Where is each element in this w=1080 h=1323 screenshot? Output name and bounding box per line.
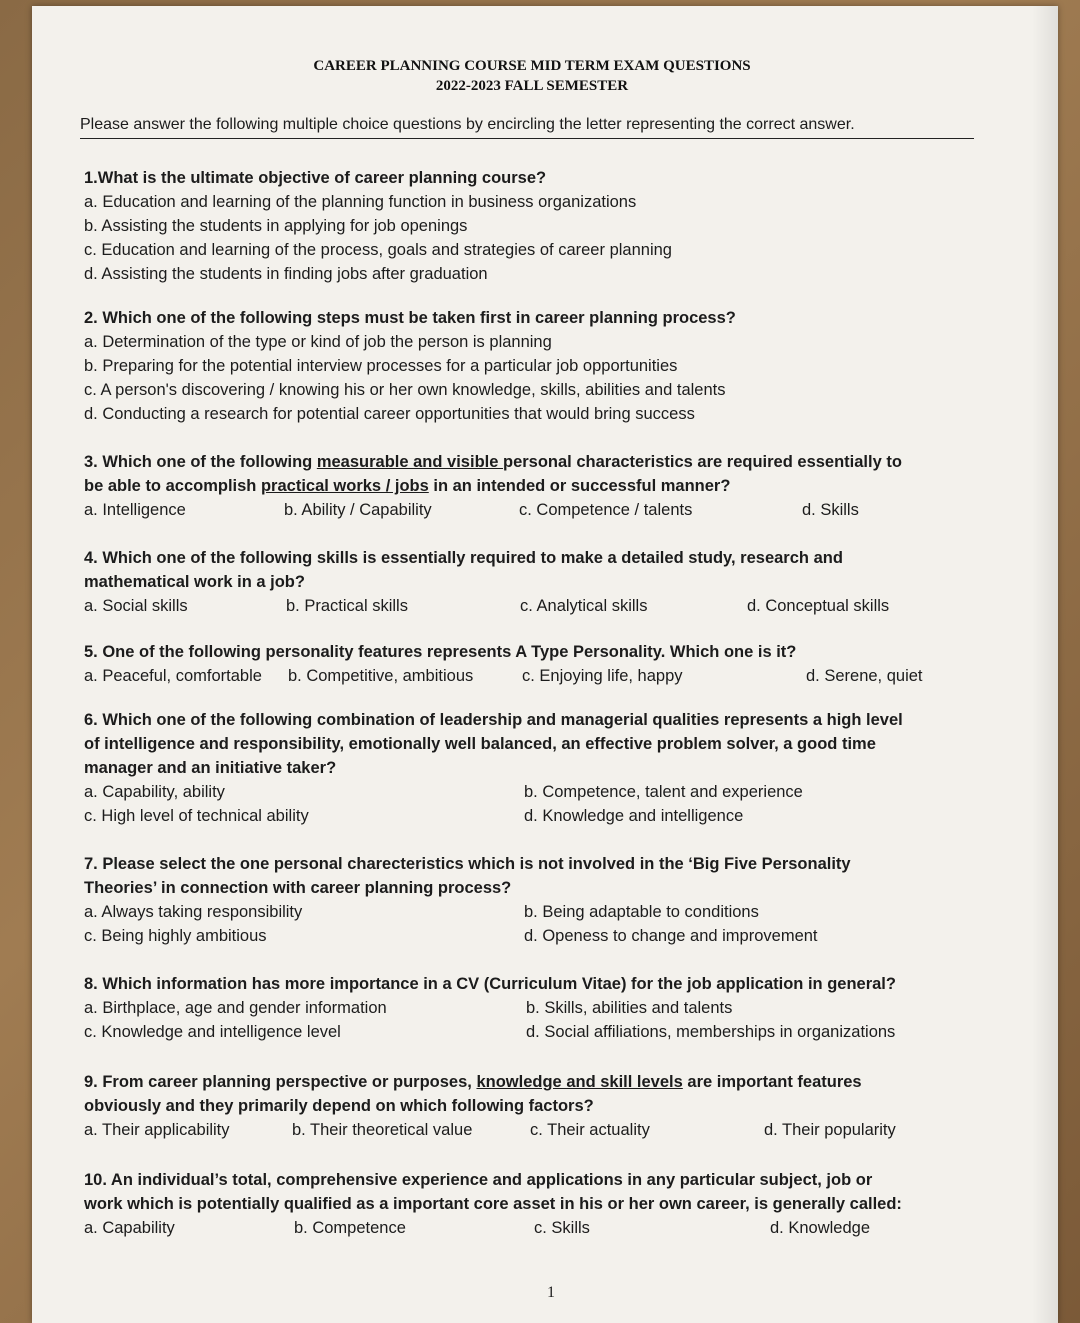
question-6 bbox=[84, 708, 1024, 828]
question-stem bbox=[84, 1070, 1024, 1094]
question-stem: 1.What is the ultimate objective of career planning course? bbox=[84, 169, 547, 187]
option-d[interactable]: d. Serene, quiet bbox=[806, 667, 923, 685]
question-stem: 4. Which one of the following skills is essentially required to make a detailed study, research and bbox=[84, 549, 843, 567]
question-9 bbox=[84, 1070, 1024, 1142]
option-a[interactable]: a. Education and learning of the planning function in business organizations bbox=[84, 193, 637, 211]
stem-text: in an intended or successful manner? bbox=[428, 477, 731, 495]
option-b[interactable]: b. Preparing for the potential interview processes for a particular job opportunities bbox=[84, 357, 678, 375]
option-b[interactable]: b. Practical skills bbox=[286, 597, 408, 615]
question-stem: 5. One of the following personality features represents A Type Personality. Which one is it? bbox=[84, 643, 797, 661]
stem-text: personal characteristics are required essentially to bbox=[503, 453, 902, 471]
question-4 bbox=[84, 546, 1024, 618]
question-stem: obviously and they primarily depend on which following factors? bbox=[84, 1097, 594, 1115]
option-a[interactable]: a. Peaceful, comfortable bbox=[84, 667, 262, 685]
stem-underlined: knowledge and skill levels bbox=[476, 1073, 683, 1091]
question-stem: 7. Please select the one personal charecteristics which is not involved in the ‘Big Five Personality bbox=[84, 855, 851, 873]
option-c[interactable]: c. Being highly ambitious bbox=[84, 927, 267, 945]
question-stem: 10. An individual’s total, comprehensive experience and applications in any particular subject, job or bbox=[84, 1171, 873, 1189]
option-b[interactable]: b. Assisting the students in applying for job openings bbox=[84, 217, 468, 235]
question-1 bbox=[84, 166, 1024, 286]
question-stem bbox=[84, 474, 1024, 498]
question-stem: 6. Which one of the following combination of leadership and managerial qualities represents a high level bbox=[84, 711, 903, 729]
option-c[interactable]: c. Enjoying life, happy bbox=[522, 667, 683, 685]
option-c[interactable]: c. High level of technical ability bbox=[84, 807, 309, 825]
exam-paper bbox=[32, 6, 1058, 1323]
option-d[interactable]: d. Conceptual skills bbox=[747, 597, 890, 615]
question-stem: work which is potentially qualified as a important core asset in his or her own career, is generally called: bbox=[84, 1195, 902, 1213]
stem-text: be able to accomplish bbox=[84, 477, 261, 495]
option-a[interactable]: a. Capability, ability bbox=[84, 783, 225, 801]
question-stem: mathematical work in a job? bbox=[84, 573, 305, 591]
option-c[interactable]: c. Competence / talents bbox=[519, 501, 693, 519]
option-c[interactable]: c. Education and learning of the process, goals and strategies of career planning bbox=[84, 241, 672, 259]
option-d[interactable]: d. Assisting the students in finding jobs after graduation bbox=[84, 265, 488, 283]
stem-underlined: measurable and visible bbox=[316, 453, 503, 471]
question-stem: manager and an initiative taker? bbox=[84, 759, 337, 777]
exam-title: CAREER PLANNING COURSE MID TERM EXAM QUESTIONS bbox=[313, 58, 751, 74]
stem-underlined: practical works / jobs bbox=[260, 477, 429, 495]
option-c[interactable]: c. Knowledge and intelligence level bbox=[84, 1023, 341, 1041]
question-stem: Theories’ in connection with career planning process? bbox=[84, 879, 512, 897]
question-5 bbox=[84, 640, 1024, 688]
question-stem: of intelligence and responsibility, emotionally well balanced, an effective problem solver, a good time bbox=[84, 735, 876, 753]
instructions: Please answer the following multiple choice questions by encircling the letter representing the correct answer. bbox=[80, 116, 974, 139]
option-a[interactable]: a. Determination of the type or kind of job the person is planning bbox=[84, 333, 552, 351]
option-d[interactable]: d. Skills bbox=[802, 501, 859, 519]
option-c[interactable]: c. Skills bbox=[534, 1219, 590, 1237]
page-number: 1 bbox=[547, 1284, 555, 1301]
question-2 bbox=[84, 306, 1024, 426]
option-a[interactable]: a. Always taking responsibility bbox=[84, 903, 303, 921]
option-b[interactable]: b. Competence bbox=[294, 1219, 406, 1237]
option-d[interactable]: d. Social affiliations, memberships in organizations bbox=[526, 1023, 896, 1041]
option-d[interactable]: d. Knowledge and intelligence bbox=[524, 807, 744, 825]
option-d[interactable]: d. Their popularity bbox=[764, 1121, 896, 1139]
option-a[interactable]: a. Social skills bbox=[84, 597, 188, 615]
question-10 bbox=[84, 1168, 1024, 1240]
option-c[interactable]: c. Their actuality bbox=[530, 1121, 650, 1139]
question-stem: 2. Which one of the following steps must be taken first in career planning process? bbox=[84, 309, 736, 327]
stem-text: are important features bbox=[682, 1073, 862, 1091]
option-a[interactable]: a. Capability bbox=[84, 1219, 175, 1237]
option-b[interactable]: b. Skills, abilities and talents bbox=[526, 999, 733, 1017]
option-d[interactable]: d. Openess to change and improvement bbox=[524, 927, 818, 945]
option-b[interactable]: b. Ability / Capability bbox=[284, 501, 432, 519]
option-a[interactable]: a. Intelligence bbox=[84, 501, 186, 519]
option-c[interactable]: c. Analytical skills bbox=[520, 597, 648, 615]
option-d[interactable]: d. Knowledge bbox=[770, 1219, 870, 1237]
paper-edge-shadow bbox=[1032, 6, 1058, 1323]
option-a[interactable]: a. Their applicability bbox=[84, 1121, 230, 1139]
option-b[interactable]: b. Competitive, ambitious bbox=[288, 667, 474, 685]
option-c[interactable]: c. A person's discovering / knowing his or her own knowledge, skills, abilities and talents bbox=[84, 381, 726, 399]
question-3 bbox=[84, 450, 1024, 522]
question-stem: 8. Which information has more importance in a CV (Curriculum Vitae) for the job application in general? bbox=[84, 975, 896, 993]
option-d[interactable]: d. Conducting a research for potential career opportunities that would bring success bbox=[84, 405, 695, 423]
question-8 bbox=[84, 972, 1024, 1044]
exam-semester: 2022-2023 FALL SEMESTER bbox=[435, 78, 629, 94]
question-7 bbox=[84, 852, 1024, 948]
question-stem bbox=[84, 450, 1024, 474]
option-b[interactable]: b. Being adaptable to conditions bbox=[524, 903, 759, 921]
option-b[interactable]: b. Competence, talent and experience bbox=[524, 783, 803, 801]
stem-text: 9. From career planning perspective or purposes, bbox=[84, 1073, 477, 1091]
option-a[interactable]: a. Birthplace, age and gender information bbox=[84, 999, 387, 1017]
stem-text: 3. Which one of the following bbox=[84, 453, 317, 471]
option-b[interactable]: b. Their theoretical value bbox=[292, 1121, 473, 1139]
